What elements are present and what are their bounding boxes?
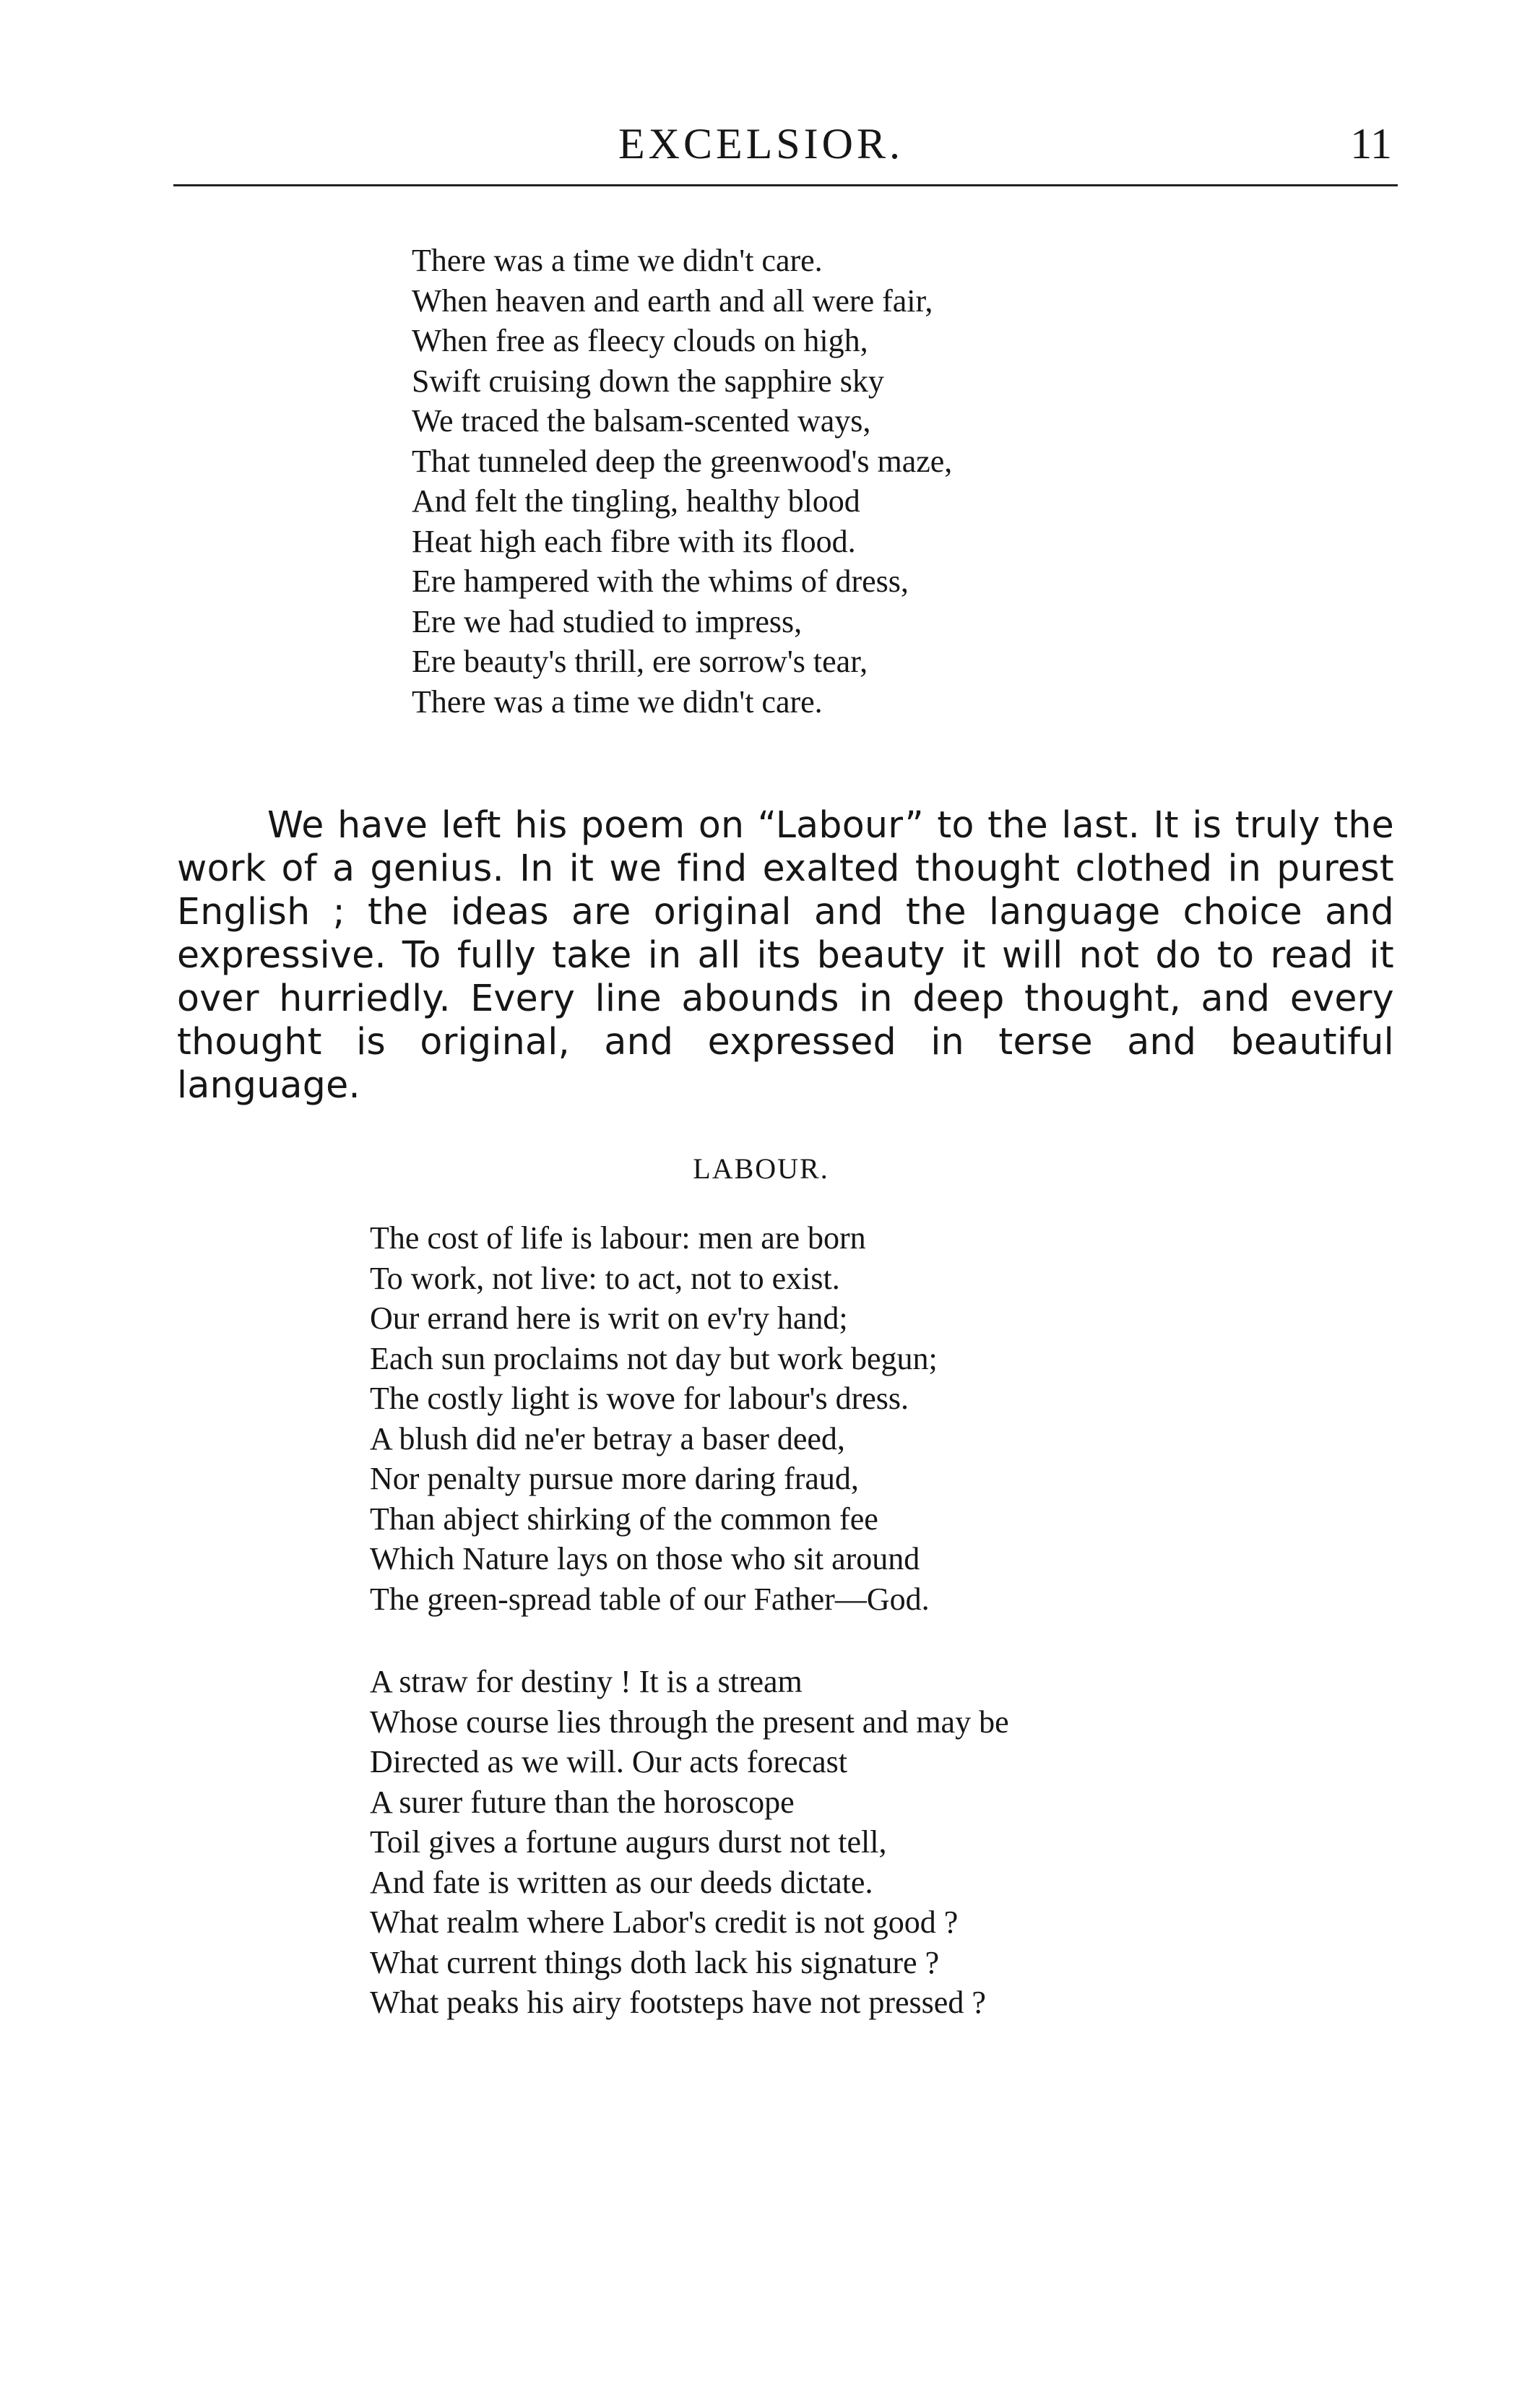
- poem-line: The green-spread table of our Father—God.: [370, 1581, 930, 1617]
- poem-labour-stanza-1: [370, 1218, 938, 1619]
- poem-line: Ere beauty's thrill, ere sorrow's tear,: [412, 644, 868, 679]
- poem-line: What peaks his airy footsteps have not pressed ?: [370, 1985, 986, 2020]
- poem-line: The cost of life is labour: men are born: [370, 1220, 866, 1256]
- header-rule: [173, 184, 1398, 186]
- poem-line: Whose course lies through the present and may be: [370, 1704, 1009, 1740]
- poem-excelsior-excerpt: [412, 241, 952, 722]
- poem-line: And felt the tingling, healthy blood: [412, 483, 860, 519]
- poem-line: Toil gives a fortune augurs durst not tell,: [370, 1824, 887, 1860]
- poem-line: Ere we had studied to impress,: [412, 603, 803, 639]
- poem-line: When free as fleecy clouds on high,: [412, 323, 868, 358]
- poem-line: What realm where Labor's credit is not good ?: [370, 1904, 959, 1940]
- poem-line: There was a time we didn't care.: [412, 243, 823, 278]
- poem-line: That tunneled deep the greenwood's maze,: [412, 443, 953, 479]
- prose-paragraph: We have left his poem on “Labour” to the last. It is truly the work of a genius. In it we find exalted thought clothed in purest English ; the ideas are original and the language choice and expressive. To fully take in all its beauty it will not do to read it over hurriedly. Every line abounds in deep thought, and every thought is original, and expressed in terse and beautiful language.: [177, 803, 1394, 1106]
- running-head: [0, 119, 1522, 177]
- poem-line: We traced the balsam-scented ways,: [412, 403, 871, 439]
- poem-line: Which Nature lays on those who sit around: [370, 1541, 920, 1576]
- running-title: EXCELSIOR.: [618, 120, 904, 168]
- poem-line: Than abject shirking of the common fee: [370, 1501, 878, 1537]
- poem-line: Heat high each fibre with its flood.: [412, 523, 856, 559]
- poem-line: A straw for destiny ! It is a stream: [370, 1664, 803, 1699]
- poem-line: And fate is written as our deeds dictate.: [370, 1864, 873, 1900]
- poem-line: A blush did ne'er betray a baser deed,: [370, 1420, 845, 1457]
- poem-line: When heaven and earth and all were fair,: [412, 282, 933, 319]
- poem-line: Directed as we will. Our acts forecast: [370, 1744, 847, 1779]
- poem-line: To work, not live: to act, not to exist.: [370, 1260, 840, 1296]
- poem-labour-stanza-2: [370, 1662, 1009, 2023]
- poem-line: The costly light is wove for labour's dress.: [370, 1381, 909, 1416]
- poem-line: There was a time we didn't care.: [412, 683, 823, 720]
- poem-line: A surer future than the horoscope: [370, 1784, 795, 1820]
- poem-line: Nor penalty pursue more daring fraud,: [370, 1461, 859, 1496]
- poem-line: What current things doth lack his signature ?: [370, 1944, 940, 1980]
- poem-line: Each sun proclaims not day but work begun;: [370, 1340, 938, 1376]
- poem-line: Our errand here is writ on ev'ry hand;: [370, 1300, 848, 1336]
- poem-title-labour: LABOUR.: [693, 1152, 829, 1185]
- poem-line: Ere hampered with the whims of dress,: [412, 564, 909, 599]
- poem-line: Swift cruising down the sapphire sky: [412, 363, 884, 399]
- page-number: 11: [1350, 120, 1392, 168]
